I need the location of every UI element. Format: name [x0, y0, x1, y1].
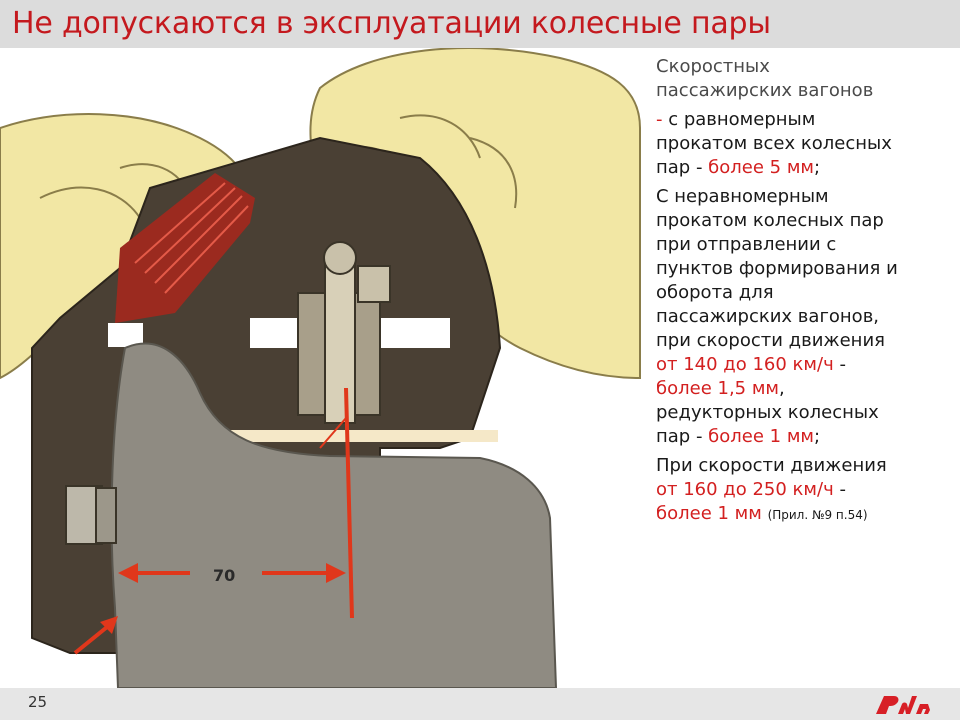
- rzd-logo-icon: [872, 688, 932, 720]
- title-bar: [0, 0, 960, 48]
- paragraph-4: При скорости движения от 160 до 250 км/ч - более 1 мм (Прил. №9 п.54): [656, 455, 887, 524]
- paragraph-3: С неравномерным прокатом колесных пар при отправлении с пунктов формирования и оборота для пассажирских вагонов, при скорости движения от 140 до 160 км/ч - более 1,5 мм, редукторных колесных пар - более 1 мм;: [656, 186, 898, 447]
- paragraph-1: Скоростных пассажирских вагонов: [656, 56, 874, 101]
- page-number: 25: [28, 693, 48, 711]
- description-text: [656, 55, 956, 532]
- footer-bar: [0, 688, 960, 720]
- dimension-label: 70: [213, 566, 236, 585]
- reference-note: (Прил. №9 п.54): [767, 508, 868, 522]
- wheel-gauge-illustration: [0, 48, 650, 688]
- slide-title: Не допускаются в эксплуатации колесные пары: [12, 6, 771, 41]
- paragraph-2: - с равномерным прокатом всех колесных пар - более 5 мм;: [656, 109, 892, 178]
